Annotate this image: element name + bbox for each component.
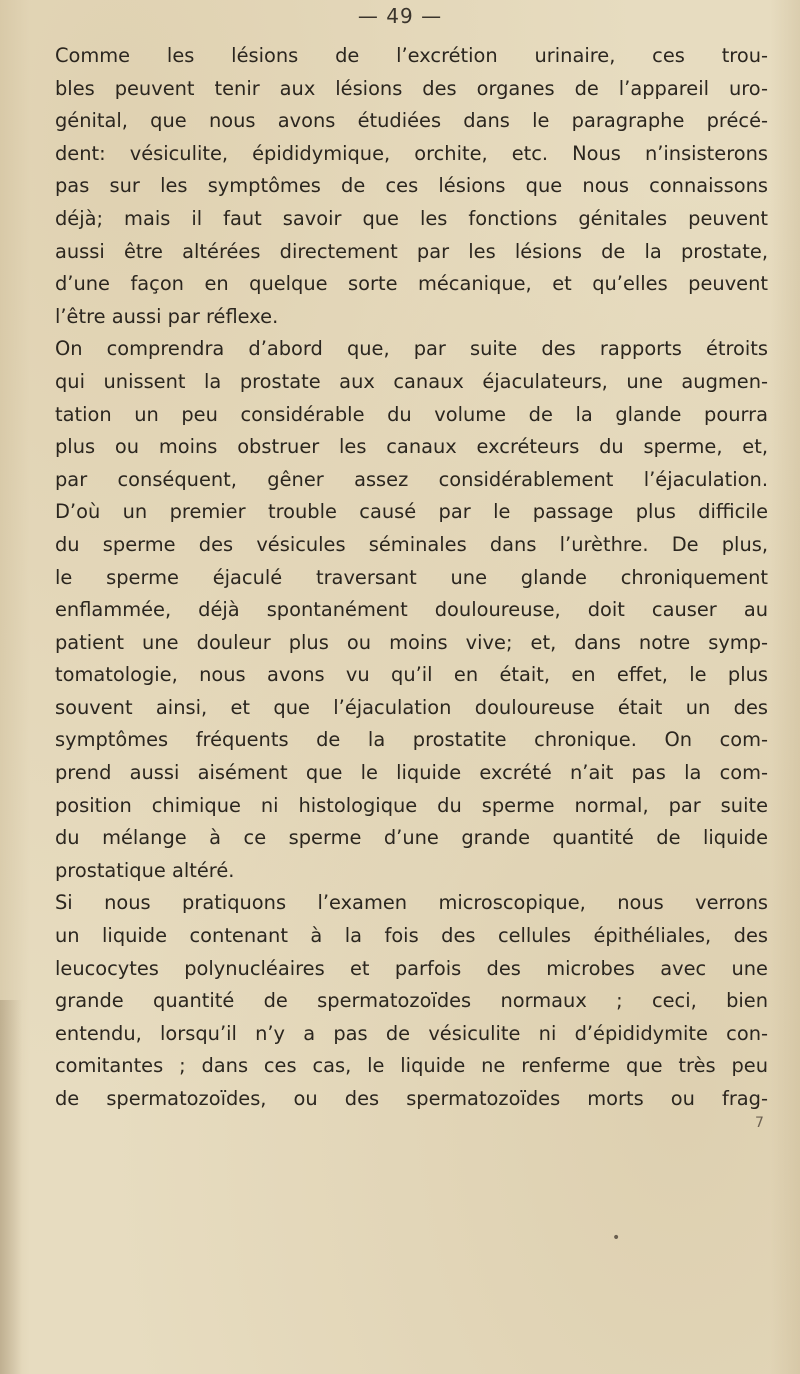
text-line: bles peuvent tenir aux lésions des organes de l’appareil uro- bbox=[55, 76, 768, 100]
signature-mark: 7 bbox=[755, 1115, 764, 1131]
text-line: position chimique ni histologique du sperme normal, par suite bbox=[55, 793, 768, 817]
body-text bbox=[55, 40, 768, 1116]
text-line: tomatologie, nous avons vu qu’il en était, en effet, le plus bbox=[55, 663, 768, 687]
text-line: du sperme des vésicules séminales dans l’urèthre. De plus, bbox=[55, 532, 768, 556]
text-line: symptômes fréquents de la prostatite chronique. On com- bbox=[55, 728, 768, 752]
text-line: D’où un premier trouble causé par le passage plus difficile bbox=[55, 500, 768, 524]
text-line: par conséquent, gêner assez considérablement l’éjaculation. bbox=[55, 467, 768, 491]
text-line: Comme les lésions de l’excrétion urinaire, ces trou- bbox=[55, 44, 768, 67]
text-line: un liquide contenant à la fois des cellules épithéliales, des bbox=[55, 924, 768, 948]
text-line: prostatique altéré. bbox=[55, 858, 235, 882]
text-line: l’être aussi par réflexe. bbox=[55, 304, 279, 328]
text-line: d’une façon en quelque sorte mécanique, et qu’elles peuvent bbox=[55, 272, 768, 296]
page-edge-stain bbox=[0, 1000, 22, 1374]
text-line: entendu, lorsqu’il n’y a pas de vésiculite ni d’épididymite con- bbox=[55, 1021, 768, 1045]
text-line: enflammée, déjà spontanément douloureuse, doit causer au bbox=[55, 598, 768, 622]
text-line: déjà; mais il faut savoir que les fonctions génitales peuvent bbox=[55, 206, 768, 230]
text-line: prend aussi aisément que le liquide excrété n’ait pas la com- bbox=[55, 761, 768, 785]
text-line: du mélange à ce sperme d’une grande quantité de liquide bbox=[55, 826, 768, 850]
text-line: patient une douleur plus ou moins vive; et, dans notre symp- bbox=[55, 630, 768, 654]
text-line: souvent ainsi, et que l’éjaculation douloureuse était un des bbox=[55, 695, 768, 719]
text-line: génital, que nous avons étudiées dans le paragraphe précé- bbox=[55, 109, 768, 133]
text-line: leucocytes polynucléaires et parfois des microbes avec une bbox=[55, 956, 768, 980]
text-line: le sperme éjaculé traversant une glande chroniquement bbox=[55, 565, 768, 589]
text-line: tation un peu considérable du volume de la glande pourra bbox=[55, 402, 768, 426]
text-line: plus ou moins obstruer les canaux excréteurs du sperme, et, bbox=[55, 435, 768, 459]
page-number: — 49 — bbox=[357, 4, 443, 28]
text-line: de spermatozoïdes, ou des spermatozoïdes morts ou frag- bbox=[55, 1087, 768, 1110]
text-line: aussi être altérées directement par les lésions de la prostate, bbox=[55, 239, 768, 263]
ink-speck: • bbox=[612, 1230, 621, 1246]
text-line: dent: vésiculite, épididymique, orchite, etc. Nous n’insisterons bbox=[55, 141, 768, 165]
text-line: On comprendra d’abord que, par suite des rapports étroits bbox=[55, 337, 768, 361]
text-line: qui unissent la prostate aux canaux éjaculateurs, une augmen- bbox=[55, 369, 768, 393]
text-line: comitantes ; dans ces cas, le liquide ne renferme que très peu bbox=[55, 1054, 768, 1078]
text-line: Si nous pratiquons l’examen microscopique, nous verrons bbox=[55, 891, 768, 915]
text-line: grande quantité de spermatozoïdes normaux ; ceci, bien bbox=[55, 989, 768, 1013]
text-line: pas sur les symptômes de ces lésions que nous connaissons bbox=[55, 174, 768, 198]
